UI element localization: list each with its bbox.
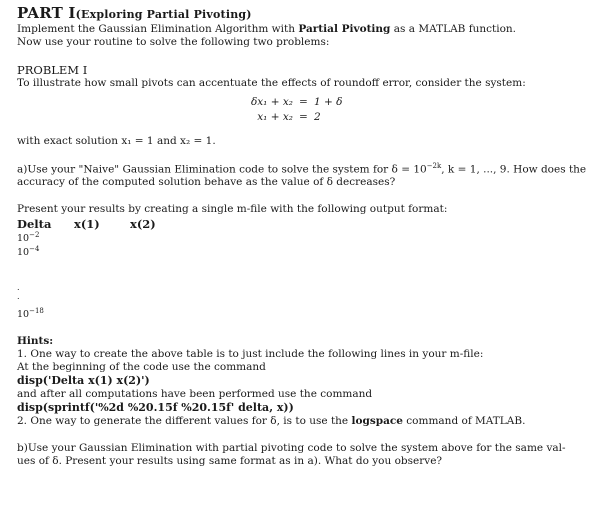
- equation-2-lhs: x₁ + x₂: [257, 110, 293, 123]
- hint-1: 1. One way to create the above table is to just include the following lines in your m-file:: [17, 348, 484, 361]
- row-base: 10: [17, 247, 30, 259]
- page-title: [17, 4, 587, 23]
- intro-text-end: as a MATLAB function.: [390, 22, 516, 35]
- hints-heading: Hints:: [17, 334, 54, 347]
- table-row: [17, 245, 587, 259]
- column-x1: x(1): [74, 216, 100, 231]
- part-b-line-2: ues of δ. Present your results using same format as in a). What do you observe?: [17, 455, 443, 468]
- problem-heading: PROBLEM I: [17, 63, 88, 77]
- hint-2-text-end: command of MATLAB.: [402, 414, 526, 427]
- hint-1-b: At the beginning of the code use the command: [17, 361, 266, 374]
- row-base: 10: [17, 233, 30, 245]
- row-exponent: −4: [29, 244, 40, 253]
- row-exponent: −2: [29, 230, 40, 239]
- equation-2-equals: =: [299, 110, 308, 123]
- present-instructions: Present your results by creating a single m-file with the following output format:: [17, 203, 448, 216]
- equation-1-lhs: δx₁ + x₂: [250, 95, 293, 108]
- equation-1-equals: =: [299, 95, 308, 108]
- row-exponent: −18: [29, 306, 44, 315]
- part-a-line-1: [17, 162, 587, 177]
- code-line-1: disp('Delta x(1) x(2)'): [17, 374, 150, 388]
- row-base: 10: [17, 309, 30, 321]
- column-x2: x(2): [130, 216, 156, 231]
- hint-2-keyword: logspace: [351, 414, 403, 427]
- intro-emphasis: Partial Pivoting: [298, 22, 391, 35]
- hint-1-c: and after all computations have been performed use the command: [17, 388, 373, 401]
- table-row: [17, 231, 587, 245]
- part-a-line-2: accuracy of the computed solution behave as the value of δ decreases?: [17, 176, 396, 189]
- problem-description: To illustrate how small pivots can accentuate the effects of roundoff error, consider the system:: [17, 77, 526, 90]
- intro-text: Implement the Gaussian Elimination Algorithm with: [17, 22, 299, 35]
- output-table-header: [17, 217, 587, 231]
- title-sub: (Exploring Partial Pivoting): [75, 8, 252, 21]
- title-main: PART I: [17, 4, 76, 22]
- code-line-2: disp(sprintf('%2d %20.15f %20.15f' delta, x)): [17, 401, 294, 415]
- part-a-exponent: −2k: [426, 161, 442, 170]
- intro-line-1: [17, 23, 587, 36]
- part-b-line-1: b)Use your Gaussian Elimination with partial pivoting code to solve the system above for the same val-: [17, 442, 566, 455]
- hint-2-text: 2. One way to generate the different values for δ, is to use the: [17, 414, 352, 427]
- equation-2-rhs: 2: [314, 110, 321, 123]
- column-delta: Delta: [17, 216, 52, 231]
- ellipsis-dot: .: [17, 282, 20, 292]
- hint-2: [17, 415, 587, 428]
- equation-system: [17, 96, 587, 126]
- equation-1-rhs: 1 + δ: [314, 95, 343, 108]
- part-a-text-end: , k = 1, ..., 9. How does the: [441, 163, 587, 176]
- exact-solution: with exact solution x₁ = 1 and x₂ = 1.: [17, 134, 216, 147]
- intro-line-2: Now use your routine to solve the following two problems:: [17, 35, 330, 48]
- document: [17, 4, 587, 468]
- part-a-text: a)Use your "Naive" Gaussian Elimination code to solve the system for δ = 10: [17, 163, 427, 176]
- ellipsis-dot: .: [17, 291, 20, 301]
- table-row: [17, 307, 587, 321]
